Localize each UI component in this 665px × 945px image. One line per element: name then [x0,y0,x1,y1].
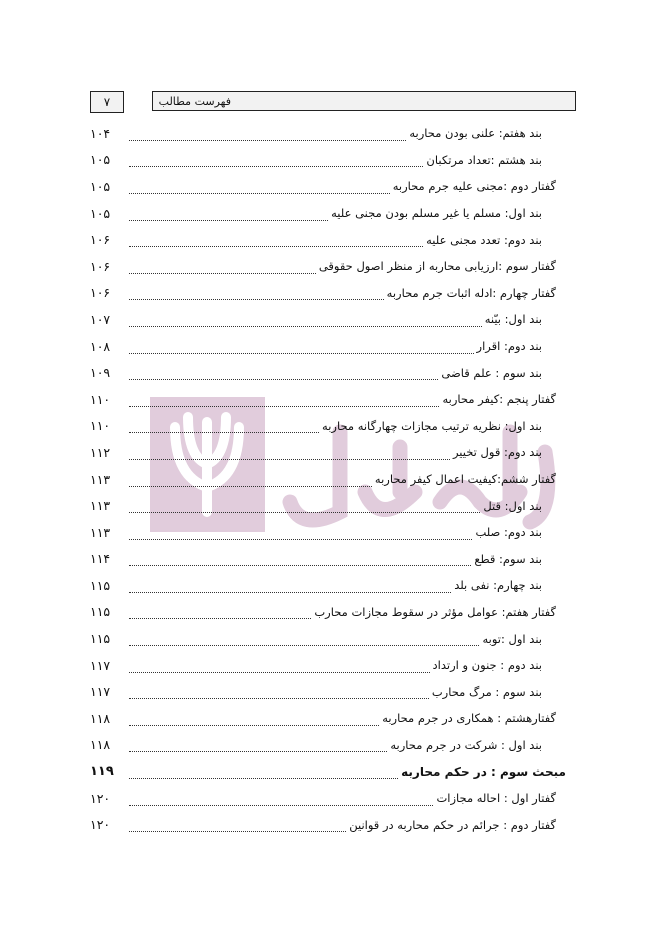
toc-entry-label: گفتارهشتم : همکاری در جرم محاربه [382,711,556,726]
header-title-box [152,91,576,111]
toc-page-number: ۱۱۹ [90,764,114,780]
toc-entry-label: بند سوم : مرگ محارب [431,684,542,699]
dot-leader [129,343,474,354]
toc-entry[interactable] [90,306,556,333]
toc-page-number: ۱۰۶ [90,232,111,248]
dot-leader [129,422,319,433]
toc-page-number: ۱۲۰ [90,817,111,833]
toc-entry[interactable] [90,120,556,147]
toc-entry[interactable] [90,599,556,626]
table-of-contents [90,120,566,838]
toc-entry[interactable] [90,147,556,174]
toc-entry-label: گفتار سوم :ارزیابی محاربه از منظر اصول حقوقی [318,259,556,274]
dot-leader [129,263,316,274]
toc-entry[interactable] [90,572,556,599]
toc-page-number: ۱۱۸ [90,710,111,726]
toc-entry-label: گفتار دوم : جرائم در حکم محاربه در قوانین [349,817,556,832]
toc-entry-label: بند دوم : جنون و ارتداد [432,658,542,673]
dot-leader [129,130,406,141]
page-number-box [90,91,124,113]
dot-leader [129,183,390,194]
toc-entry[interactable] [90,758,566,785]
toc-entry[interactable] [90,333,556,360]
toc-page-number: ۱۱۷ [90,684,111,700]
toc-entry[interactable] [90,226,556,253]
toc-page-number: ۱۰۶ [90,258,111,274]
toc-page-number: ۱۱۷ [90,657,111,673]
dot-leader [129,715,379,726]
toc-page-number: ۱۱۰ [90,418,111,434]
toc-entry[interactable] [90,546,556,573]
header-title: فهرست مطالب [158,94,231,108]
page-number: ۷ [103,95,111,109]
toc-entry[interactable] [90,678,556,705]
dot-leader [129,555,471,566]
toc-page-number: ۱۰۶ [90,285,111,301]
toc-entry-label: گفتار ششم:کیفیت اعمال کیفر محاربه [374,472,556,487]
dot-leader [129,369,438,380]
toc-page-number: ۱۰۵ [90,178,111,194]
dot-leader [129,662,430,673]
toc-page-number: ۱۱۵ [90,631,111,647]
toc-entry-label: بند هفتم: علنی بودن محاربه [409,126,542,141]
toc-page-number: ۱۱۰ [90,391,111,407]
toc-page-number: ۱۱۸ [90,737,111,753]
toc-entry-label: بند اول :توبه [482,631,542,646]
dot-leader [129,821,346,832]
toc-entry-label: گفتار اول : احاله مجازات [436,791,556,806]
dot-leader [129,635,479,646]
dot-leader [129,396,439,407]
dot-leader [129,476,372,487]
toc-page-number: ۱۱۵ [90,604,111,620]
toc-page-number: ۱۰۵ [90,152,111,168]
toc-entry[interactable] [90,173,556,200]
dot-leader [129,449,450,460]
dot-leader [129,210,328,221]
toc-page-number: ۱۱۳ [90,524,111,540]
toc-entry[interactable] [90,732,556,759]
toc-entry-label: بند اول : شرکت در جرم محاربه [390,737,542,752]
toc-entry[interactable] [90,200,556,227]
toc-entry-label: بند دوم: اقرار [476,339,542,354]
toc-entry[interactable] [90,280,556,307]
toc-entry[interactable] [90,386,556,413]
toc-entry-label: گفتار پنجم :کیفر محاربه [442,392,556,407]
toc-entry-label: بند دوم: تعدد مجنی علیه [426,232,542,247]
toc-page-number: ۱۰۷ [90,311,111,327]
dot-leader [129,582,451,593]
dot-leader [129,741,387,752]
dot-leader [129,289,384,300]
toc-entry-label: بند هشتم :تعداد مرتکبان [426,152,542,167]
toc-page-number: ۱۱۳ [90,471,111,487]
toc-entry-label: بند چهارم: نفی بلد [454,578,542,593]
toc-entry[interactable] [90,519,556,546]
toc-entry[interactable] [90,439,556,466]
dot-leader [129,688,429,699]
toc-entry[interactable] [90,785,556,812]
toc-entry[interactable] [90,359,556,386]
toc-entry[interactable] [90,652,556,679]
toc-entry-label: مبحث سوم : در حکم محاربه [401,764,566,779]
dot-leader [129,502,480,513]
toc-page-number: ۱۰۸ [90,338,111,354]
toc-page-number: ۱۱۵ [90,577,111,593]
dot-leader [129,156,423,167]
toc-entry[interactable] [90,492,556,519]
toc-entry-label: گفتار چهارم :ادله اثبات جرم محاربه [386,285,556,300]
toc-entry[interactable] [90,466,556,493]
toc-page-number: ۱۰۹ [90,365,111,381]
toc-entry[interactable] [90,811,556,838]
toc-page-number: ۱۱۴ [90,551,111,567]
toc-entry-label: گفتار هفتم: عوامل مؤثر در سقوط مجازات محارب [314,604,556,619]
toc-page-number: ۱۲۰ [90,790,111,806]
toc-entry-label: بند اول: قتل [483,498,542,513]
toc-entry-label: بند دوم: صلب [475,525,542,540]
toc-entry-label: بند اول: نظریه ترتیب مجازات چهارگانه محاربه [322,418,542,433]
toc-page-number: ۱۱۳ [90,498,111,514]
dot-leader [129,529,472,540]
toc-page-number: ۱۱۲ [90,444,111,460]
dot-leader [129,768,398,779]
toc-entry[interactable] [90,625,556,652]
dot-leader [129,316,482,327]
toc-entry-label: بند اول: بیّنه [484,312,542,327]
toc-entry-label: بند سوم: قطع [474,551,542,566]
dot-leader [129,236,423,247]
dot-leader [129,795,433,806]
toc-entry[interactable] [90,705,556,732]
toc-entry[interactable] [90,253,556,280]
toc-entry-label: بند اول: مسلم یا غیر مسلم بودن مجنی علیه [331,206,542,221]
dot-leader [129,608,311,619]
toc-entry-label: گفتار دوم :مجنی علیه جرم محاربه [392,179,556,194]
toc-entry-label: بند سوم : علم قاضی [441,365,542,380]
toc-page-number: ۱۰۴ [90,125,111,141]
toc-entry[interactable] [90,413,556,440]
toc-entry-label: بند دوم: قول تخییر [452,445,542,460]
toc-page-number: ۱۰۵ [90,205,111,221]
